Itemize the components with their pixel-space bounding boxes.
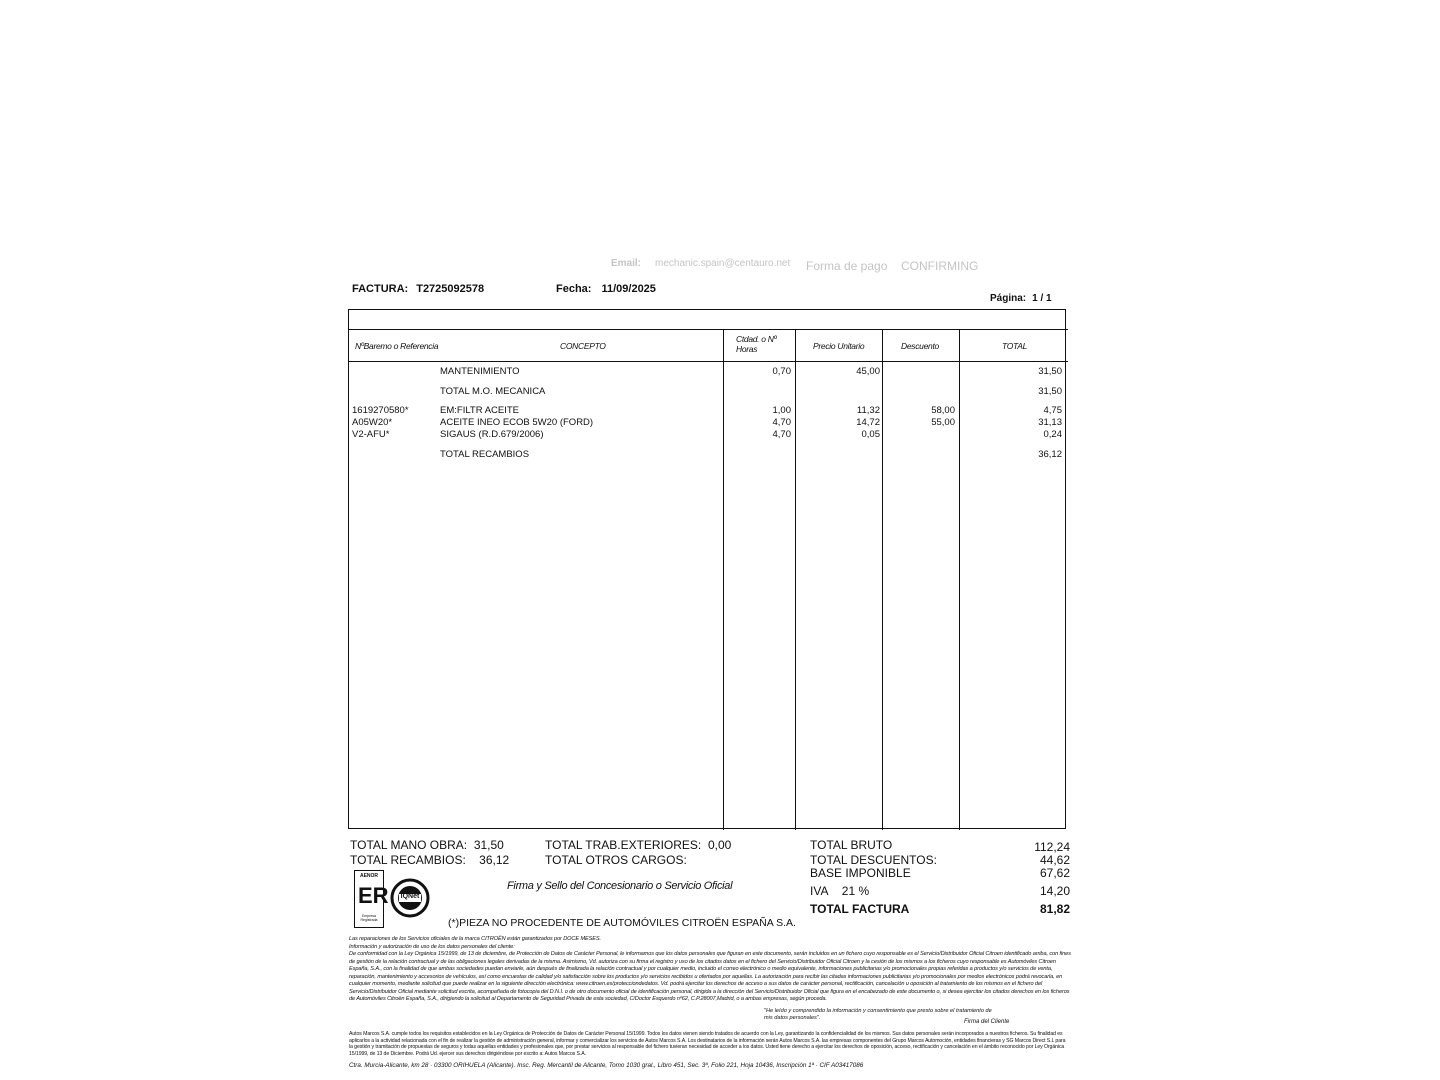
cell-concepto: ACEITE INEO ECOB 5W20 (FORD) [440,417,594,428]
total-mano-obra [350,838,504,852]
iqnet-logo [390,878,430,923]
cell-ref: 1619270580* [352,405,409,416]
col-divider [959,329,960,830]
cell-total: 4,75 [1043,405,1062,416]
pagina-value: 1 / 1 [1032,293,1052,304]
aenor-subtext: Empresa Registrada [360,914,378,922]
cell-ref: V2-AFU* [352,429,390,440]
cell-ref: A05W20* [352,417,393,428]
firma-sello-concesionario: Firma y Sello del Concesionario o Servicio Oficial [507,880,733,892]
table-header-bottom-line [348,361,1068,362]
pagina [990,293,1052,304]
total-mano-obra-value: 31,50 [473,838,504,852]
base-imponible-label: BASE IMPONIBLE [810,866,911,880]
cell-total: 0,24 [1043,429,1062,440]
iva [810,884,869,898]
cell-concepto: EM:FILTR ACEITE [440,405,520,416]
total-recambios-value: 36,12 [479,853,510,867]
factura-value: T2725092578 [416,283,485,295]
cell-descuento: 58,00 [931,405,955,416]
col-divider [795,329,796,830]
col-header-descuento: Descuento [901,341,939,351]
email-label: Email: [611,258,642,269]
cell-total: 31,50 [1038,386,1062,397]
legal-info-title: Información y autorización de uso de los datos personales del cliente: [349,943,515,950]
iva-label: IVA [810,884,829,898]
pieza-note: (*)PIEZA NO PROCEDENTE DE AUTOMÓVILES CITROËN ESPAÑA S.A. [448,917,796,929]
er-mark-icon [355,879,389,909]
email-line [611,258,790,269]
cell-cantidad: 0,70 [772,366,791,377]
cell-precio: 14,72 [856,417,880,428]
cell-precio: 45,00 [856,366,880,377]
cell-concepto: SIGAUS (R.D.679/2006) [440,429,544,440]
cell-total: 31,50 [1038,366,1062,377]
factura-number [352,283,484,295]
cell-descuento: 55,00 [931,417,955,428]
col-header-referencia: NºBaremo o Referencia [355,341,439,351]
fecha-value: 11/09/2025 [601,283,656,295]
total-recambios [350,853,509,867]
col-divider [723,329,724,830]
total-factura-value: 81,82 [1039,902,1070,916]
total-trab-exteriores [545,838,731,852]
total-trab-ext-label: TOTAL TRAB.EXTERIORES: [545,838,702,852]
legal-proteccion-datos: De conformidad con la Ley Orgánica 15/1999, de 13 de diciembre, de Protección de Datos de Carácter Personal, le informamos que los datos personales que figuran en este documento, serán incluidos en un fichero cuyo responsable es el Servicio/Distribuidor Oficial Citroen identificado arriba, con fines de gestión de la relación contractual y de las obligaciones legales derivadas de la misma. Asimismo, Vd. autoriza con su firma el registro y uso de los citados datos en el fichero del Servicio/Distribuidor Oficial Citroen y la cesión de los mismos a los ficheros cuyo responsable es Automóviles Citroen España, S.A., con la finalidad de que ambas sociedades puedan enviarle, aún después de finalizada la relación contractual y por cualquier medio, incluido el correo electrónico o medio equivalente, informaciones publicitarias y/o promocionales propias referidas a productos y/o servicios de venta, reparación, mantenimiento y accesorios de vehículos, así como encuestas de calidad y/o satisfacción sobre los productos y/o servicios recibidos u ofertados por aquellas. La autorización para recibir las citadas informaciones publicitarias y/o promocionales por medios electrónicos podrá revocarla, en cualquier momento, mediante solicitud que puede realizar en la siguiente dirección electrónica: www.citroen.es/protecciondedatos. Vd. podrá ejercitar los derechos de acceso a sus datos de carácter personal, rectificación, cancelación u oposición al tratamiento de los mismos en el fichero del Servicio/Distribuidor Oficial mediante solicitud escrita, acompañada de fotocopia del D.N.I. o de otro documento oficial de identificación personal, dirigida a la dirección del Servicio/Distribuidor Oficial que figura en el encabezado de este documento o, si desea ejercitar los citados derechos en los ficheros de Automóviles Citroën España, S.A., dirigiendo la solicitud al Departamento de Seguridad Privada de esta sociedad, C/Doctor Esquerdo nº62, C.P.28007,Madrid, o a ambas empresas, según proceda. [349,951,1071,1002]
table-header-top-line [348,329,1068,330]
cell-total: 31,13 [1038,417,1062,428]
cell-total: 36,12 [1038,449,1062,460]
cell-precio: 0,05 [861,429,880,440]
total-trab-ext-value: 0,00 [707,838,732,852]
total-bruto-label: TOTAL BRUTO [810,838,893,852]
forma-pago-label: Forma de pago [806,259,888,273]
fecha [556,283,656,295]
col-header-cantidad: Ctdad. o Nº Horas [736,334,777,354]
col-header-precio: Precio Unitario [813,341,865,351]
factura-label: FACTURA: [352,283,409,295]
legal-garantia: Las reparaciones de los Servicios oficiales de la marca CITROËN están garantizados por DOCE MESES. [349,936,601,942]
total-recambios-label: TOTAL RECAMBIOS: [350,853,466,867]
fecha-label: Fecha: [556,283,592,295]
total-bruto-value: 112,24 [1034,840,1070,854]
legal-autos-marcos: Autos Marcos S.A. cumple todos los requisitos establecidos en la Ley Orgánica de Protección de Datos de Carácter Personal 15/1999. Todos los datos vienen siendo tratados de acuerdo con la Ley, garantizando la confidencialidad de los mismos. Sus datos personales serán incorporados a nuestros ficheros. Su finalidad es aplicarlos a la actividad relacionada con el fin de realizar la gestión de administración general, informar y comercializar los servicios de Autos Marcos S.A. Los destinatarios de la información serán Autos Marcos S.A. las empresas componentes del Grupo Marcos Automoción, entidades financieras y SG Marcos Direct S.L para la gestión y tramitación de propuestas de seguros y todas aquellas entidades y profesionales que, por prestar servicios al responsable del fichero tuvieran necesidad de acceder a los datos. Usted tiene derecho a ejercitar los derechos de oposición, acceso, rectificación y cancelación en el ámbito reconocido por Ley Orgánica 15/1999, de 13 de Diciembre. Podrá Ud. ejercer sus derechos dirigiéndose por escrito a: Autos Marcos S.A. [349,1031,1066,1057]
legal-text [349,936,1071,1004]
cell-precio: 11,32 [856,405,880,416]
col-header-concepto: CONCEPTO [560,341,606,351]
cell-cantidad: 1,00 [772,405,791,416]
footer-address: Ctra. Murcia-Alicante, km 28 · 03300 ORIHUELA (Alicante). Insc. Reg. Mercantil de Alicante, Tomo 1030 gral., Libro 451, Sec. 3ª, Folio 221, Hoja 10436, Inscripción 1ª · CIF A03417086 [349,1062,864,1069]
iva-value: 14,20 [1039,884,1070,898]
total-mano-obra-label: TOTAL MANO OBRA: [350,838,468,852]
aenor-logo [354,870,389,928]
email-value: mechanic.spain@centauro.net [655,258,791,269]
iqnet-text: IQNet [400,893,420,900]
forma-pago-value: CONFIRMING [901,259,979,273]
aenor-text: AENOR [359,873,379,879]
svg-text:ER: ER [358,883,389,908]
iva-percent: 21 % [841,884,870,898]
col-divider [882,329,883,830]
total-otros-cargos: TOTAL OTROS CARGOS: [545,853,687,867]
col-header-total: TOTAL [1002,341,1028,351]
consent-text: "He leído y comprendido la información y consentimiento que presto sobre el tratamiento de mis datos personales". [764,1008,992,1021]
total-descuentos-value: 44,62 [1039,853,1070,867]
cell-concepto: TOTAL M.O. MECANICA [440,386,546,397]
total-descuentos-label: TOTAL DESCUENTOS: [810,853,937,867]
firma-cliente-label: Firma del Cliente [964,1019,1010,1025]
cell-cantidad: 4,70 [772,429,791,440]
cell-concepto: TOTAL RECAMBIOS [440,449,530,460]
base-imponible-value: 67,62 [1039,866,1070,880]
cell-concepto: MANTENIMIENTO [440,366,520,377]
cell-cantidad: 4,70 [772,417,791,428]
total-factura-label: TOTAL FACTURA [810,902,910,916]
pagina-label: Página: [990,293,1027,304]
